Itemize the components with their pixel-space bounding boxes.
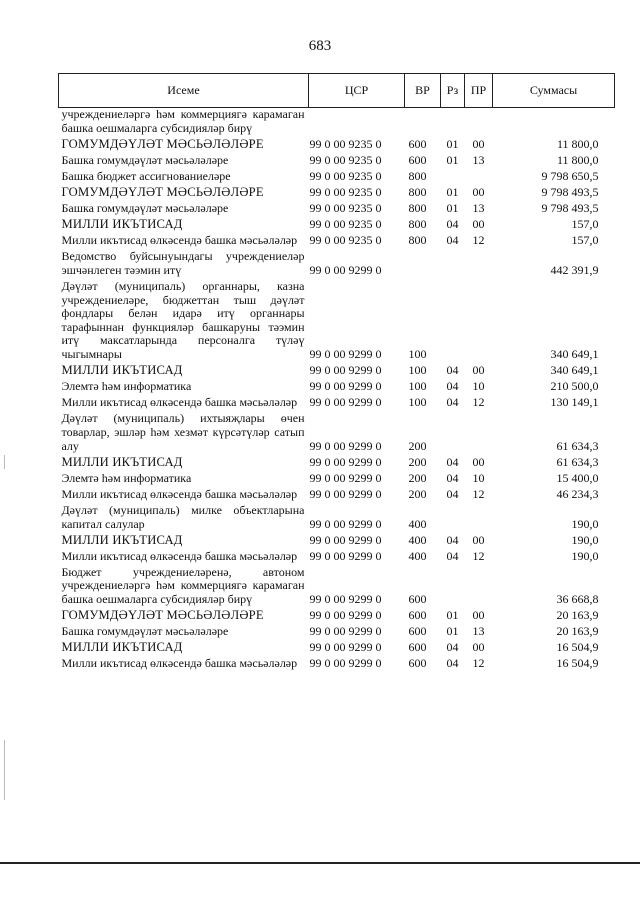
cell-rz: 04 [446,363,459,378]
cell-rz: 01 [446,152,459,167]
scan-artifact [4,455,5,469]
cell-sum: 210 500,0 [550,379,599,394]
table-row [59,233,615,249]
cell-rz [441,249,465,279]
cell-pr: 13 [472,152,485,167]
cell-rz: 04 [446,548,459,563]
cell-rz [441,279,465,363]
cell-pr [465,502,493,532]
cell-sum: 46 234,3 [556,486,599,501]
cell-name: МИЛЛИ ИКЪТИСАД [61,532,183,547]
cell-sum: 157,0 [571,217,599,232]
cell-rz: 04 [446,454,459,469]
cell-sum: 9 798 650,5 [541,168,599,183]
cell-name: Дәүләт (муниципаль) органнары, казна учреждениеләре, бюджеттан тыш дәүләт фондлары белән идарә итү органнары тарафыннан функцияләр башкаруны тәэмин итү максатларында персоналга түләү чыгымнары [61,279,305,361]
cell-pr: 12 [472,395,485,410]
cell-csr: 99 0 00 9299 0 [309,438,382,453]
cell-vr: 800 [408,233,427,248]
table-row [59,395,615,411]
cell-vr: 100 [408,363,427,378]
cell-vr [405,108,441,137]
cell-rz [441,168,465,184]
cell-csr: 99 0 00 9235 0 [309,217,382,232]
cell-pr: 00 [472,608,485,623]
cell-name: Башка гомумдәүләт мәсьәләләре [61,624,229,639]
table-body [59,108,615,672]
cell-sum: 130 149,1 [550,395,599,410]
cell-vr: 100 [408,395,427,410]
cell-pr: 00 [472,136,485,151]
cell-name: МИЛЛИ ИКЪТИСАД [61,454,183,469]
cell-name: Милли икътисад өлкәсендә башка мәсьәләләр [61,548,298,563]
table-row [59,656,615,672]
cell-name: Башка бюджет ассигнованиеләре [61,168,231,183]
table-row [59,108,615,137]
cell-rz: 04 [446,395,459,410]
cell-vr: 400 [408,548,427,563]
cell-sum: 16 504,9 [556,640,599,655]
table-row [59,184,615,200]
cell-csr: 99 0 00 9299 0 [309,656,382,671]
table-row [59,486,615,502]
cell-pr: 00 [472,363,485,378]
cell-name: МИЛЛИ ИКЪТИСАД [61,217,183,232]
cell-rz: 01 [446,608,459,623]
cell-vr: 800 [408,217,427,232]
cell-sum: 9 798 493,5 [541,184,599,199]
cell-rz: 01 [446,201,459,216]
cell-pr: 12 [472,656,485,671]
cell-vr [405,249,441,279]
cell-sum: 11 800,0 [556,152,599,167]
cell-sum: 442 391,9 [550,262,599,277]
table-row [59,454,615,470]
cell-name: ГОМУМДӘҮЛӘТ МӘСЬӘЛӘЛӘРЕ [61,608,264,623]
cell-vr: 400 [408,516,427,531]
cell-sum: 157,0 [571,233,599,248]
cell-name: Милли икътисад өлкәсендә башка мәсьәләләр [61,656,298,671]
cell-name: Башка гомумдәүләт мәсьәләләре [61,152,229,167]
cell-pr: 13 [472,201,485,216]
header-sum: Суммасы [493,74,615,108]
cell-sum: 340 649,1 [550,363,599,378]
cell-rz: 04 [446,656,459,671]
scan-artifact [4,740,5,800]
cell-pr [465,564,493,607]
cell-csr: 99 0 00 9299 0 [309,347,382,361]
cell-csr: 99 0 00 9299 0 [309,454,382,469]
cell-name: учреждениеләргә һәм коммерциягә карамаган башка оешмаларга субсидияләр бирү [61,107,305,135]
cell-vr: 100 [408,379,427,394]
table-row [59,470,615,486]
cell-sum: 20 163,9 [556,608,599,623]
cell-vr: 600 [408,136,427,151]
cell-vr: 800 [408,184,427,199]
cell-name: Дәүләт (муниципаль) милке объектларына капитал салулар [61,502,305,531]
cell-sum: 61 634,3 [556,454,599,469]
cell-csr: 99 0 00 9235 0 [309,184,382,199]
page-bottom-border [0,862,640,864]
cell-rz: 04 [446,233,459,248]
cell-name: ГОМУМДӘҮЛӘТ МӘСЬӘЛӘЛӘРЕ [61,184,264,199]
cell-sum: 11 800,0 [556,136,599,151]
cell-vr: 600 [408,152,427,167]
table-row [59,564,615,607]
table-row [59,136,615,152]
table-row [59,640,615,656]
cell-sum: 20 163,9 [556,624,599,639]
cell-name: Милли икътисад өлкәсендә башка мәсьәләләр [61,486,298,501]
cell-sum [493,108,615,137]
cell-sum: 15 400,0 [556,470,599,485]
cell-csr: 99 0 00 9235 0 [309,233,382,248]
cell-csr: 99 0 00 9299 0 [309,516,382,531]
cell-csr: 99 0 00 9299 0 [309,640,382,655]
table-row [59,201,615,217]
header-vr: ВР [405,74,441,108]
table-row [59,363,615,379]
cell-csr: 99 0 00 9299 0 [309,262,382,277]
cell-name: Ведомство буйсынуындагы учреждениеләр эшчәнлеген тәэмин итү [61,249,305,277]
cell-rz: 04 [446,217,459,232]
table-row [59,624,615,640]
cell-csr: 99 0 00 9299 0 [309,532,382,547]
cell-csr: 99 0 00 9235 0 [309,168,382,183]
cell-name: Милли икътисад өлкәсендә башка мәсьәләләр [61,395,298,410]
cell-csr: 99 0 00 9299 0 [309,470,382,485]
cell-csr: 99 0 00 9299 0 [309,548,382,563]
table-row [59,249,615,279]
table-row [59,279,615,363]
table-row [59,217,615,233]
cell-rz: 04 [446,532,459,547]
cell-csr: 99 0 00 9299 0 [309,624,382,639]
cell-sum: 9 798 493,5 [541,201,599,216]
cell-sum: 190,0 [571,516,599,531]
cell-csr: 99 0 00 9235 0 [309,136,382,151]
cell-pr [465,279,493,363]
cell-sum: 190,0 [571,532,599,547]
cell-pr: 00 [472,640,485,655]
cell-pr: 12 [472,233,485,248]
cell-vr: 200 [408,486,427,501]
cell-vr: 200 [408,454,427,469]
cell-vr: 600 [408,640,427,655]
cell-pr: 13 [472,624,485,639]
header-rz: Рз [441,74,465,108]
cell-sum: 36 668,8 [556,592,599,606]
cell-pr [465,411,493,454]
cell-name: Милли икътисад өлкәсендә башка мәсьәләләр [61,233,298,248]
cell-pr: 00 [472,532,485,547]
cell-rz: 01 [446,184,459,199]
table-row [59,502,615,532]
cell-csr: 99 0 00 9299 0 [309,395,382,410]
table-header-row [59,74,615,108]
cell-sum: 16 504,9 [556,656,599,671]
header-pr: ПР [465,74,493,108]
cell-csr [309,108,405,137]
cell-rz [441,411,465,454]
cell-rz: 01 [446,136,459,151]
cell-rz: 01 [446,624,459,639]
cell-name: Бюджет учреждениеләренә, автоном учреждениеләргә һәм коммерциягә карамаган башка оешмаларга субсидияләр бирү [61,564,305,606]
cell-name: Дәүләт (муниципаль) ихтыяҗлары өчен товарлар, эшләр һәм хезмәт күрсәтүләр сатып алу [61,411,305,453]
cell-rz: 04 [446,486,459,501]
header-name: Исеме [59,74,309,108]
cell-name: Элемтә һәм информатика [61,470,192,485]
cell-pr: 12 [472,548,485,563]
cell-sum: 61 634,3 [556,438,599,453]
cell-vr: 600 [408,624,427,639]
cell-vr: 800 [408,201,427,216]
cell-csr: 99 0 00 9299 0 [309,592,382,606]
cell-csr: 99 0 00 9235 0 [309,201,382,216]
cell-pr [465,108,493,137]
table-row [59,548,615,564]
cell-vr: 600 [408,656,427,671]
cell-vr: 400 [408,532,427,547]
cell-rz: 04 [446,379,459,394]
cell-pr: 12 [472,486,485,501]
cell-rz: 04 [446,470,459,485]
cell-name: ГОМУМДӘҮЛӘТ МӘСЬӘЛӘЛӘРЕ [61,136,264,151]
page-number: 683 [308,38,332,54]
cell-pr: 00 [472,454,485,469]
cell-csr: 99 0 00 9299 0 [309,379,382,394]
budget-table [58,73,615,672]
cell-vr: 200 [408,438,427,453]
cell-name: МИЛЛИ ИКЪТИСАД [61,363,183,378]
cell-name: Башка гомумдәүләт мәсьәләләре [61,201,229,216]
cell-pr: 00 [472,184,485,199]
cell-pr [465,249,493,279]
cell-pr: 10 [472,379,485,394]
cell-name: МИЛЛИ ИКЪТИСАД [61,640,183,655]
table-row [59,379,615,395]
cell-csr: 99 0 00 9299 0 [309,363,382,378]
cell-csr: 99 0 00 9235 0 [309,152,382,167]
table-row [59,608,615,624]
cell-sum: 190,0 [571,548,599,563]
cell-name: Элемтә һәм информатика [61,379,192,394]
cell-vr: 600 [408,592,427,606]
cell-sum: 340 649,1 [550,347,599,361]
cell-rz: 04 [446,640,459,655]
table-row [59,532,615,548]
cell-csr: 99 0 00 9299 0 [309,486,382,501]
table-row [59,411,615,454]
cell-csr: 99 0 00 9299 0 [309,608,382,623]
cell-vr: 600 [408,608,427,623]
header-csr: ЦСР [309,74,405,108]
table-row [59,152,615,168]
cell-rz [441,564,465,607]
cell-vr: 800 [408,168,427,183]
cell-vr: 200 [408,470,427,485]
table-row [59,168,615,184]
cell-vr: 100 [408,347,427,361]
cell-pr [465,168,493,184]
cell-rz [441,502,465,532]
cell-pr: 10 [472,470,485,485]
cell-pr: 00 [472,217,485,232]
cell-rz [441,108,465,137]
